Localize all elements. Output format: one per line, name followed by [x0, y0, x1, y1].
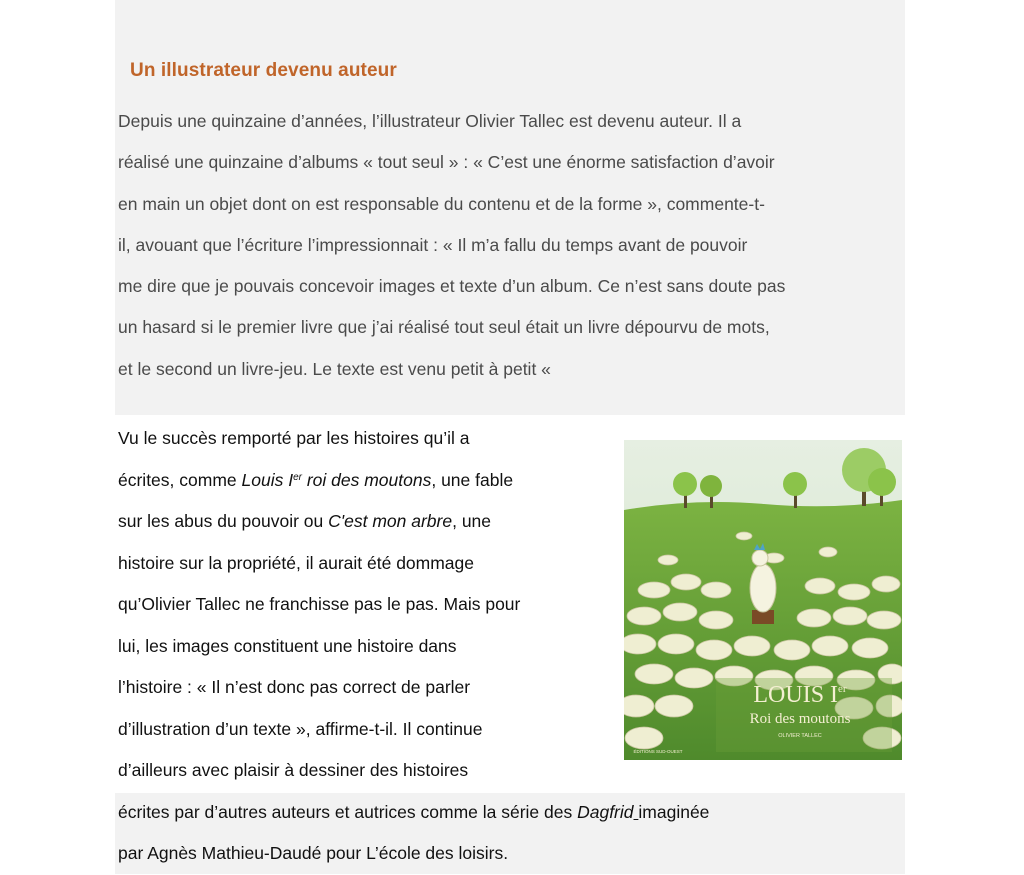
cover-publisher: ÉDITIONS SUD-OUEST: [633, 749, 683, 754]
book-title-louis: [242, 470, 432, 490]
cover-author: OLIVIER TALLEC: [778, 733, 822, 739]
text-span: roi des moutons: [301, 469, 432, 490]
book-title-arbre: C'est mon arbre: [328, 511, 453, 531]
text-line: Depuis une quinzaine d’années, l’illustrateur Olivier Tallec est devenu auteur. Il a: [118, 111, 742, 131]
text-line: lui, les images constituent une histoire dans: [118, 635, 457, 656]
text-line: un hasard si le premier livre que j’ai réalisé tout seul était un livre dépourvu de mots,: [118, 317, 770, 338]
text-line: réalisé une quinzaine d’albums « tout seul » : « C’est une énorme satisfaction d’avoir: [118, 152, 775, 173]
text-line: et le second un livre-jeu. Le texte est venu petit à petit «: [118, 358, 551, 379]
text-line: Vu le succès remporté par les histoires qu’il a: [118, 428, 470, 448]
paragraph-1: [118, 101, 908, 390]
text-span: sur les abus du pouvoir ou: [118, 511, 329, 531]
text-span: écrites, comme: [118, 469, 242, 490]
text-line: en main un objet dont on est responsable du contenu et de la forme », commente-t-: [118, 193, 765, 214]
text-span: imaginée: [638, 801, 710, 822]
text-span: écrites par d’autres auteurs et autrices comme la série des: [118, 801, 578, 822]
text-line: me dire que je pouvais concevoir images et texte d’un album. Ce n’est sans doute pas: [118, 276, 786, 297]
section-heading: Un illustrateur devenu auteur: [130, 60, 397, 81]
text-line: d’illustration d’un texte », affirme-t-il. Il continue: [118, 718, 483, 739]
text-line: histoire sur la propriété, il aurait été dommage: [118, 552, 475, 573]
cover-title: LOUIS Ier: [753, 682, 847, 708]
text-line: il, avouant que l’écriture l’impressionnait : « Il m’a fallu du temps avant de pouvoir: [118, 234, 748, 255]
cover-subtitle: Roi des moutons: [749, 711, 851, 727]
text-line: l’histoire : « Il n’est donc pas correct de parler: [118, 677, 471, 697]
text-span: Louis I: [241, 469, 294, 490]
text-line: [118, 792, 908, 834]
series-title-dagfrid: Dagfrid: [577, 801, 634, 822]
superscript: er: [293, 471, 302, 483]
text-line: d’ailleurs avec plaisir à dessiner des histoires: [118, 760, 469, 780]
text-span: , une fable: [431, 469, 514, 490]
text-line: par Agnès Mathieu-Daudé pour L’école des loisirs.: [118, 843, 509, 863]
text-span: , une: [452, 511, 492, 531]
book-cover-illustration: [624, 440, 902, 760]
text-line: qu’Olivier Tallec ne franchisse pas le pas. Mais pour: [118, 594, 521, 614]
